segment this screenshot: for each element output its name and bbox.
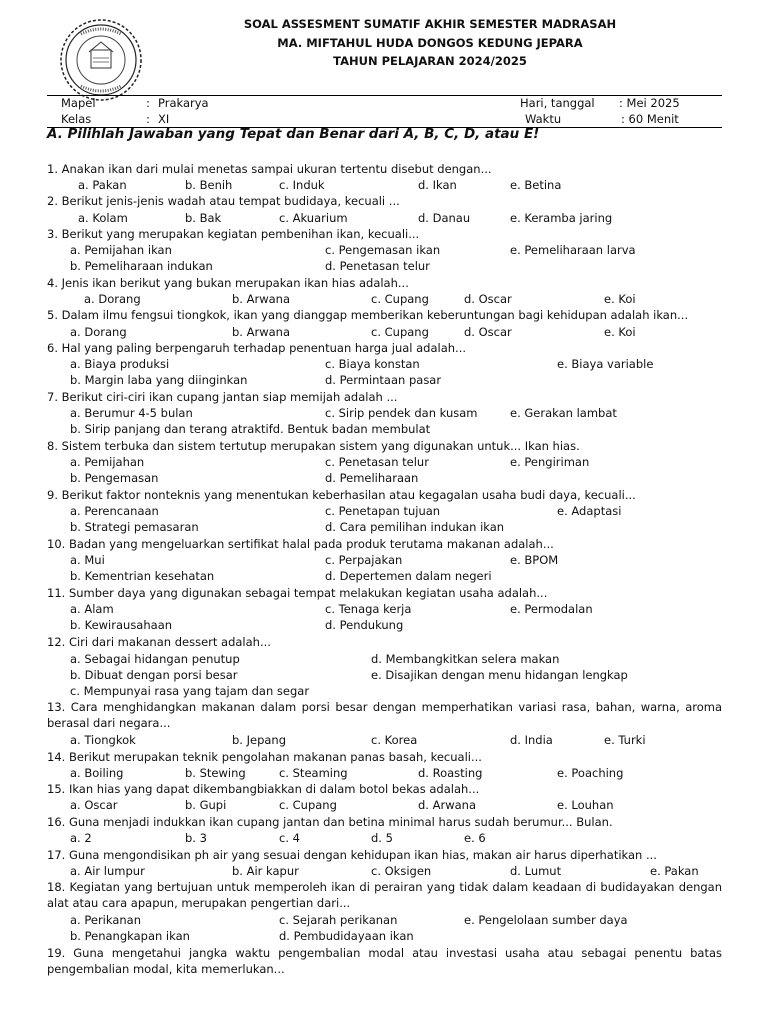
- option: a. Perencanaan: [70, 504, 159, 518]
- option: a. Pemijahan ikan: [70, 243, 172, 257]
- option: d. Lumut: [510, 864, 562, 878]
- option: b. 3: [185, 831, 207, 845]
- option: c. Penetapan tujuan: [325, 504, 441, 518]
- option: e. Poaching: [557, 766, 624, 780]
- kelas-value: XI: [158, 112, 170, 126]
- header-line-1: SOAL ASSESMENT SUMATIF AKHIR SEMESTER MADRASAH: [243, 17, 617, 31]
- option: d. Membangkitkan selera makan: [371, 652, 560, 666]
- option: c. Perpajakan: [325, 553, 403, 567]
- option: b. Arwana: [232, 325, 290, 339]
- question-2: 2. Berikut jenis-jenis wadah atau tempat budidaya, kecuali ...: [47, 194, 400, 208]
- kelas-colon: :: [146, 112, 150, 126]
- option: a. Tiongkok: [70, 733, 136, 747]
- option: e. BPOM: [510, 553, 559, 567]
- option: b. Penangkapan ikan: [70, 929, 190, 943]
- option: e. Koi: [604, 292, 636, 306]
- option: a. Perikanan: [70, 913, 142, 927]
- option: b. Jepang: [232, 733, 287, 747]
- option: a. Biaya produksi: [70, 357, 170, 371]
- option: e. Betina: [510, 178, 562, 192]
- option: d. Pembudidayaan ikan: [279, 929, 414, 943]
- question-18: 18. Kegiatan yang bertujuan untuk memperoleh ikan di perairan yang tidak dalam keadaan di budidayakan dengan alat atau cara apapun, merupakan pengertian dari...: [47, 880, 722, 910]
- option: c. Biaya konstan: [325, 357, 420, 371]
- question-17: 17. Guna mengondisikan ph air yang sesuai dengan kehidupan ikan hias, makan air harus diperhatikan ...: [47, 848, 657, 862]
- option: b. Benih: [185, 178, 233, 192]
- option: e. Pemeliharaan larva: [510, 243, 636, 257]
- option: d. India: [510, 733, 553, 747]
- option: c. Akuarium: [279, 211, 348, 225]
- option: b. Kewirausahaan: [70, 618, 173, 632]
- question-1: 1. Anakan ikan dari mulai menetas sampai ukuran tertentu disebut dengan...: [47, 162, 492, 176]
- option: a. Boiling: [70, 766, 124, 780]
- option: e. Adaptasi: [557, 504, 622, 518]
- option: c. Sejarah perikanan: [279, 913, 398, 927]
- option: b. Sirip panjang dan terang atraktifd. Bentuk badan membulat: [70, 422, 431, 436]
- question-13: 13. Cara menghidangkan makanan dalam porsi besar dengan memperhatikan variasi rasa, bahan, warna, aroma berasal dari negara...: [47, 700, 722, 730]
- option: b. Stewing: [185, 766, 246, 780]
- option: c. Sirip pendek dan kusam: [325, 406, 478, 420]
- option: c. Tenaga kerja: [325, 602, 412, 616]
- question-9: 9. Berikut faktor nonteknis yang menentukan keberhasilan atau kegagalan usaha budi daya, kecuali...: [47, 488, 636, 502]
- question-3: 3. Berikut yang merupakan kegiatan pembenihan ikan, kecuali...: [47, 227, 420, 241]
- option: d. 5: [371, 831, 393, 845]
- option: e. Biaya variable: [557, 357, 654, 371]
- option: b. Pemeliharaan indukan: [70, 259, 213, 273]
- option: d. Oscar: [464, 292, 512, 306]
- option: a. Pakan: [78, 178, 127, 192]
- option: d. Ikan: [418, 178, 457, 192]
- option: e. 6: [464, 831, 486, 845]
- option: b. Dibuat dengan porsi besar: [70, 668, 238, 682]
- option: a. Pemijahan: [70, 455, 145, 469]
- option: c. Oksigen: [371, 864, 432, 878]
- option: e. Pengiriman: [510, 455, 590, 469]
- option: d. Oscar: [464, 325, 512, 339]
- question-12: 12. Ciri dari makanan dessert adalah...: [47, 635, 271, 649]
- question-14: 14. Berikut merupakan teknik pengolahan makanan panas basah, kecuali...: [47, 750, 482, 764]
- option: a. Mui: [70, 553, 105, 567]
- question-7: 7. Berikut ciri-ciri ikan cupang jantan siap memijah adalah ...: [47, 390, 398, 404]
- mapel-value: Prakarya: [158, 96, 209, 110]
- option: e. Koi: [604, 325, 636, 339]
- option: a. Oscar: [70, 798, 118, 812]
- option: e. Gerakan lambat: [510, 406, 617, 420]
- option: b. Bak: [185, 211, 222, 225]
- option: b. Margin laba yang diinginkan: [70, 373, 248, 387]
- option: d. Danau: [418, 211, 471, 225]
- question-16: 16. Guna menjadi indukkan ikan cupang jantan dan betina minimal harus sudah berumur... Bulan.: [47, 815, 613, 829]
- instruction-heading: A. Pilihlah Jawaban yang Tepat dan Benar dari A, B, C, D, atau E!: [47, 126, 540, 142]
- question-8: 8. Sistem terbuka dan sistem tertutup merupakan sistem yang digunakan untuk... Ikan hias.: [47, 439, 580, 453]
- question-5: 5. Dalam ilmu fengsui tiongkok, ikan yang dianggap memberikan keberuntungan bagi kehidupan adalah ikan...: [47, 308, 689, 322]
- option: a. Kolam: [78, 211, 128, 225]
- question-4: 4. Jenis ikan berikut yang bukan merupakan ikan hias adalah...: [47, 276, 409, 290]
- mapel-colon: :: [146, 96, 150, 110]
- option: e. Pakan: [650, 864, 699, 878]
- option: d. Roasting: [418, 766, 483, 780]
- header-line-3: TAHUN PELAJARAN 2024/2025: [333, 54, 527, 68]
- question-11: 11. Sumber daya yang digunakan sebagai tempat melakukan kegiatan usaha adalah...: [47, 586, 548, 600]
- option: e. Pengelolaan sumber daya: [464, 913, 628, 927]
- option: a. Dorang: [84, 292, 141, 306]
- option: d. Pendukung: [325, 618, 404, 632]
- question-15: 15. Ikan hias yang dapat dikembangbiakkan di dalam botol bekas adalah...: [47, 782, 480, 796]
- waktu-label: Waktu: [525, 112, 562, 126]
- waktu-value: : 60 Menit: [621, 112, 679, 126]
- option: c. Cupang: [371, 292, 429, 306]
- option: a. Berumur 4-5 bulan: [70, 406, 193, 420]
- option: d. Permintaan pasar: [325, 373, 442, 387]
- option: a. Dorang: [70, 325, 127, 339]
- option: a. Air lumpur: [70, 864, 145, 878]
- question-19: 19. Guna mengetahui jangka waktu pengembalian modal atau investasi usaha atau sebagai penentu batas pengembalian modal, kita memerlukan...: [47, 946, 722, 976]
- option: d. Cara pemilihan indukan ikan: [325, 520, 505, 534]
- option: b. Air kapur: [232, 864, 299, 878]
- option: d. Penetasan telur: [325, 259, 430, 273]
- option: a. Alam: [70, 602, 114, 616]
- option: c. 4: [279, 831, 300, 845]
- option: e. Turki: [604, 733, 646, 747]
- hari-label: Hari, tanggal: [520, 96, 595, 110]
- option: c. Cupang: [371, 325, 429, 339]
- option: c. Cupang: [279, 798, 337, 812]
- option: b. Pengemasan: [70, 471, 159, 485]
- question-10: 10. Badan yang mengeluarkan sertifikat halal pada produk terutama makanan adalah...: [47, 537, 554, 551]
- option: c. Steaming: [279, 766, 348, 780]
- option: c. Penetasan telur: [325, 455, 429, 469]
- hari-value: : Mei 2025: [619, 96, 680, 110]
- option: e. Permodalan: [510, 602, 593, 616]
- header-line-2: MA. MIFTAHUL HUDA DONGOS KEDUNG JEPARA: [277, 36, 583, 50]
- option: b. Arwana: [232, 292, 290, 306]
- kelas-label: Kelas: [61, 112, 92, 126]
- option: c. Mempunyai rasa yang tajam dan segar: [70, 684, 310, 698]
- option: e. Louhan: [557, 798, 614, 812]
- option: e. Disajikan dengan menu hidangan lengkap: [371, 668, 628, 682]
- option: b. Gupi: [185, 798, 227, 812]
- option: c. Korea: [371, 733, 418, 747]
- madrasah-logo: [59, 18, 143, 102]
- mapel-label: Mapel: [61, 96, 96, 110]
- option: b. Strategi pemasaran: [70, 520, 199, 534]
- option: a. Sebagai hidangan penutup: [70, 652, 240, 666]
- option: a. 2: [70, 831, 92, 845]
- question-6: 6. Hal yang paling berpengaruh terhadap penentuan harga jual adalah...: [47, 341, 467, 355]
- option: d. Arwana: [418, 798, 476, 812]
- option: d. Depertemen dalam negeri: [325, 569, 492, 583]
- option: b. Kementrian kesehatan: [70, 569, 215, 583]
- option: c. Pengemasan ikan: [325, 243, 441, 257]
- option: c. Induk: [279, 178, 325, 192]
- option: e. Keramba jaring: [510, 211, 613, 225]
- option: d. Pemeliharaan: [325, 471, 419, 485]
